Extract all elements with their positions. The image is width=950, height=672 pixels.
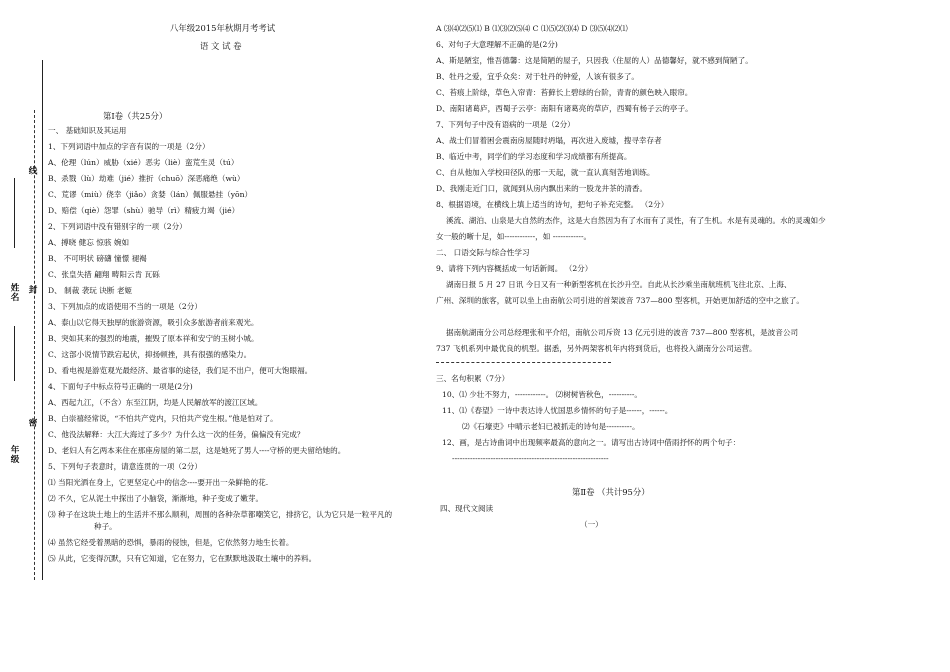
q9-stem: 9、请将下列内容概括成一句话新闻。 （2分）	[436, 264, 593, 273]
q8-stem: 8、根据语境，在横线上填上适当的诗句，把句子补充完整。 （2分）	[436, 200, 669, 209]
q3-option-c: C、这部小说情节跌宕起伏，抑扬顿挫，具有很强的感染力。	[48, 350, 252, 359]
section4-heading: 四、现代文阅读	[440, 504, 494, 513]
q9-news-line3: 据南航湖南分公司总经理张和平介绍，南航公司斥资 13 亿元引进的波音 737—800 型客机，是波音公司	[446, 328, 799, 337]
q5-answer-options: A ⑶⑷⑵⑸⑴ B ⑴⑶⑵⑸⑷ C ⑴⑸⑵⑶⑷ D ⑶⑸⑷⑵⑴	[436, 24, 628, 33]
q7-option-c: C、自从他加入学校田径队的那一天起，就一直认真刻苦地训练。	[436, 168, 655, 177]
q5-sentence-1: ⑴ 当阳光洒在身上，它更坚定心中的信念----要开出一朵鲜艳的花.	[48, 478, 269, 487]
margin-seal-label: 密	[27, 418, 37, 428]
q6-option-b: B、牡丹之爱，宜乎众矣：对于牡丹的钟爱，人该有很多了。	[436, 72, 640, 81]
q6-stem: 6、对句子大意理解不正确的是(2分)	[436, 40, 558, 49]
q12-answer-line: -------------------------------------------------------------	[452, 454, 609, 463]
q10-prompt: 10、⑴ 少壮不努力，------------。 ⑵树树皆秋色，----------。	[442, 390, 643, 399]
part2-title: 第Ⅱ卷 （共计95分）	[572, 487, 650, 497]
q6-option-c: C、苔痕上阶绿，草色入帘青：苔藓长上碧绿的台阶，青青的颜色映入眼帘。	[436, 88, 693, 97]
q11-prompt-2: ⑵《石壕吏》中晴示老妇已被抓走的诗句是----------。	[462, 422, 640, 431]
q1-option-d: D、赔偿（qiè）怨罪（shù）驰导（rì）精疲力竭（jié）	[48, 206, 240, 215]
q7-option-a: A、战士们冒着困会震南房屋随时坍塌，再次进入废墟，搜寻幸存者	[436, 136, 662, 145]
q2-option-a: A、搏晓 健忘 惊骇 婉如	[48, 238, 130, 247]
q3-stem: 3、下列加点的成语使用不当的一项是（2分）	[48, 302, 202, 311]
q4-stem: 4、下面句子中标点符号正确的一项是(2分)	[48, 382, 193, 391]
q4-option-c: C、他没法解释：大江大海过了多少？为什么这一次的任务，偏偏没有完成？	[48, 430, 305, 439]
q6-option-d: D、南阳诸葛庐，西蜀子云亭：南阳有诸葛亮的草庐，西蜀有杨子云的亭子。	[436, 104, 693, 113]
q5-sentence-2: ⑵ 不久，它从泥土中探出了小脑袋，渐渐地，种子变成了嫩芽。	[48, 494, 264, 503]
q6-option-a: A、斯是陋室，惟吾德馨：这是简陋的屋子，只因我（住屋的人）品德馨好，就不感到简陋了。	[436, 56, 753, 65]
margin-grade-label: 年级	[9, 445, 19, 465]
binding-line	[42, 60, 43, 580]
q9-news-line2: 广州、深圳的旅客，就可以坐上由南航公司引进的首架波音 737—800 型客机，开始更加舒适的空中之旅了。	[436, 296, 804, 305]
q2-stem: 2、下列词语中没有错别字的一项（2分）	[48, 222, 187, 231]
q2-option-b: B、 不可明状 磅礴 憧憬 褪褐	[48, 254, 147, 263]
q9-news-line4: 737 飞机系列中最优良的机型。据悉，另外两架客机年内将到货后，也将投入湖南分公司运营。	[436, 344, 757, 353]
q8-passage-line2: 女一般的晰十足，如------------，如 ------------。	[436, 232, 592, 241]
q8-passage-line1: 溪流、湖泊、山泉是大自然的杰作，这是大自然因为有了水而有了灵性，有了生机。水是有灵魂的。水的灵魂如少	[446, 216, 826, 225]
name-blank-line	[14, 326, 15, 381]
q5-sentence-3-cont: 种子。	[94, 522, 117, 531]
q7-stem: 7、下列句子中没有语病的一项是（2分）	[436, 120, 575, 129]
section3-heading: 三、名句积累（7分）	[436, 374, 510, 383]
q7-option-d: D、我刚走近门口，就闻到从房内飘出来的一股龙井茶的清香。	[436, 184, 648, 193]
q1-option-a: A、伦理（lún）威胁（xié）恶劣（liè）蛮荒生灵（tú）	[48, 158, 239, 167]
q4-option-a: A、西起九江，（不含）东至江阴，均是人民解放军的渡江区域。	[48, 398, 263, 407]
q9-news-line1: 湖南日报 5 月 27 日讯 今日又有一种新型客机在长沙升空。自此从长沙乘坐南航班机飞往北京、上海、	[446, 280, 792, 289]
name-blank-line-upper	[14, 178, 15, 248]
q4-option-b: B、白崇禧经常说，“不怕共产党内，只怕共产党生根。”他是怕对了。	[48, 414, 278, 423]
q3-option-a: A、泰山以它得天独厚的旅游资源，吸引众多旅游者前来观光。	[48, 318, 259, 327]
q5-sentence-5: ⑸ 从此，它变得沉默，只有它知道，它在努力，它在默默地汲取土壤中的养料。	[48, 554, 317, 563]
q1-option-b: B、杀戮（lù）劫难（jié）推折（chuō）深恶痛绝（wù）	[48, 174, 245, 183]
q5-sentence-4: ⑷ 虽然它经受着黑暗的恐惧，暴雨的侵蚀，但是，它依然努力地生长着。	[48, 538, 294, 547]
section1-heading: 一、 基础知识及其运用	[48, 126, 127, 135]
section2-heading: 二、 口语交际与综合性学习	[436, 248, 530, 257]
q3-option-d: D、看电视是游览观光最经济、最省事的途径，我们足不出户，便可大饱眼福。	[48, 366, 313, 375]
reading-subsection-label: （一）	[580, 520, 603, 529]
q3-option-b: B、突如其来的强烈的地震，摧毁了原本祥和安宁的玉树小城。	[48, 334, 259, 343]
q2-option-d: D、 制裁 袭玩 诀断 老姬	[48, 286, 133, 295]
exam-subtitle: 语 文 试 卷	[200, 41, 242, 51]
q11-prompt-1: 11、⑴《春望》一诗中表达诗人忧国思乡情怀的句子是------，------。	[442, 406, 673, 415]
margin-line-label: 线	[27, 166, 37, 176]
part1-title: 第Ⅰ卷（共25分）	[103, 111, 168, 121]
q1-stem: 1、下列词语中加点的字音有误的一项是（2分）	[48, 142, 210, 151]
margin-feng-label: 封	[27, 285, 37, 295]
q9-answer-line	[436, 362, 611, 363]
binding-dash-line	[34, 110, 35, 580]
q12-prompt: 12、画，是古诗曲词中出现频率最高的意向之一。请写出古诗词中借雨抒怀的两个句子：	[442, 438, 741, 447]
q5-sentence-3: ⑶ 种子在这块土地上的生活并不那么顺利，周围的各种杂草都嘲笑它，排挤它，认为它只是一粒平凡的	[48, 510, 393, 519]
q4-option-d: D、老妇人有乞两本来住在那座房屋的第二层，这是她死了男人----守桥的更夫留给她的。	[48, 446, 346, 455]
q1-option-c: C、荒谬（miù）侥幸（jiǎo）贪婪（lán）佩服悬挂（yōn）	[48, 190, 253, 199]
exam-title: 八年级2015年秋期月考考试	[170, 23, 276, 33]
q7-option-b: B、临近中考，同学们的学习态度和学习成绩都有所提高。	[436, 152, 632, 161]
q5-stem: 5、下列句子表意时，请意连贯的一项（2分）	[48, 462, 202, 471]
q2-option-c: C、张皇失措 翩翔 畴阳云肯 瓦砾	[48, 270, 160, 279]
margin-name-label: 姓名	[9, 283, 19, 303]
